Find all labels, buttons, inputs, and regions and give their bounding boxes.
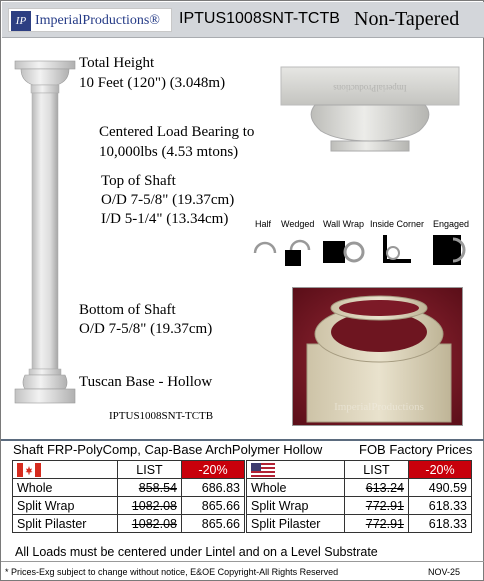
discount-price: 865.66 [182,515,245,533]
half-shape-icon [255,243,275,253]
shape-label-inside-corner: Inside Corner [370,219,425,229]
base-photo-image [293,288,463,426]
base-photo [292,287,463,426]
row-label: Whole [247,479,345,497]
load-bearing-line2: 10,000lbs (4.53 mtons) [99,144,239,160]
header-bar [2,2,484,38]
base-plinth [15,389,75,403]
column-shaft [32,93,58,369]
usa-flag-icon [251,463,275,477]
top-shaft-id: I/D 5-1/4" (13.34cm) [101,211,229,227]
base-type: Tuscan Base - Hollow [79,374,213,390]
base-torus [23,375,67,389]
capital-photo-image [277,59,463,187]
table-row [247,497,472,515]
wedged-shape-icon [285,250,301,266]
list-price: 772.91 [345,515,409,533]
capital-neck [31,85,59,93]
legal-footer [1,561,484,581]
table-row [13,479,245,497]
base-watermark-text: ImperialProductions [334,401,424,413]
discount-header: -20% [409,461,472,479]
top-shaft-od: O/D 7-5/8" (19.37cm) [101,192,235,208]
table-header-row [13,461,245,479]
base-collar [29,369,61,375]
canada-price-table [12,460,245,533]
load-bearing-line1: Centered Load Bearing to [99,124,255,140]
bottom-shaft-title: Bottom of Shaft [79,302,176,318]
legal-text: * Prices-Exg subject to change without notice, E&OE Copyright-All Rights Reserved [5,567,339,577]
usa-price-table [246,460,472,533]
shape-diagrams [253,219,473,271]
list-price: 1082.08 [118,515,182,533]
table-row [247,479,472,497]
capital-watermark-text: ImperialProductions [333,83,407,93]
canada-flag-cell [13,461,118,479]
total-height-value: 10 Feet (120") (3.048m) [79,75,226,91]
taper-type: Non-Tapered [354,8,460,30]
revision-date: NOV-25 [428,567,461,577]
logo-text: ImperialProductions® [35,13,160,28]
shape-label-wedged: Wedged [281,219,315,229]
top-shaft-title: Top of Shaft [101,173,176,189]
logo-mark-icon: IP [11,11,31,31]
bottom-shaft-od: O/D 7-5/8" (19.37cm) [79,321,213,337]
row-label: Split Pilaster [13,515,118,533]
discount-price: 686.83 [182,479,245,497]
discount-price: 865.66 [182,497,245,515]
table-row [13,497,245,515]
table-row [13,515,245,533]
drawing-caption: IPTUS1008SNT-TCTB [109,410,214,422]
material-description: Shaft FRP-PolyComp, Cap-Base ArchPolymer Hollow [13,442,323,457]
list-header: LIST [345,461,409,479]
capital-photo [277,59,463,187]
capital-abacus [15,61,75,69]
discount-price: 490.59 [409,479,472,497]
column-illustration [13,59,77,407]
table-row [247,515,472,533]
discount-price: 618.33 [409,497,472,515]
shape-label-wall-wrap: Wall Wrap [323,219,365,229]
discount-header: -20% [182,461,245,479]
model-number: IPTUS1008SNT-TCTB [179,10,340,27]
wall-wrap-shape-icon [323,241,345,263]
discount-price: 618.33 [409,515,472,533]
shape-label-half: Half [255,219,272,229]
total-height-title: Total Height [79,55,155,71]
price-basis: FOB Factory Prices [359,442,473,457]
row-label: Split Wrap [247,497,345,515]
list-price: 1082.08 [118,497,182,515]
canada-flag-icon [17,463,41,477]
list-price: 772.91 [345,497,409,515]
brand-logo [8,8,172,32]
capital-echinus [21,69,69,85]
row-label: Whole [13,479,118,497]
list-header: LIST [118,461,182,479]
price-title-row [1,439,484,459]
usa-flag-cell [247,461,345,479]
row-label: Split Pilaster [247,515,345,533]
split-options-row [253,219,473,271]
row-label: Split Wrap [13,497,118,515]
load-note: All Loads must be centered under Lintel and on a Level Substrate [15,545,378,559]
shape-label-engaged: Engaged [433,219,470,229]
list-price: 613.24 [345,479,409,497]
list-price: 858.54 [118,479,182,497]
table-header-row [247,461,472,479]
